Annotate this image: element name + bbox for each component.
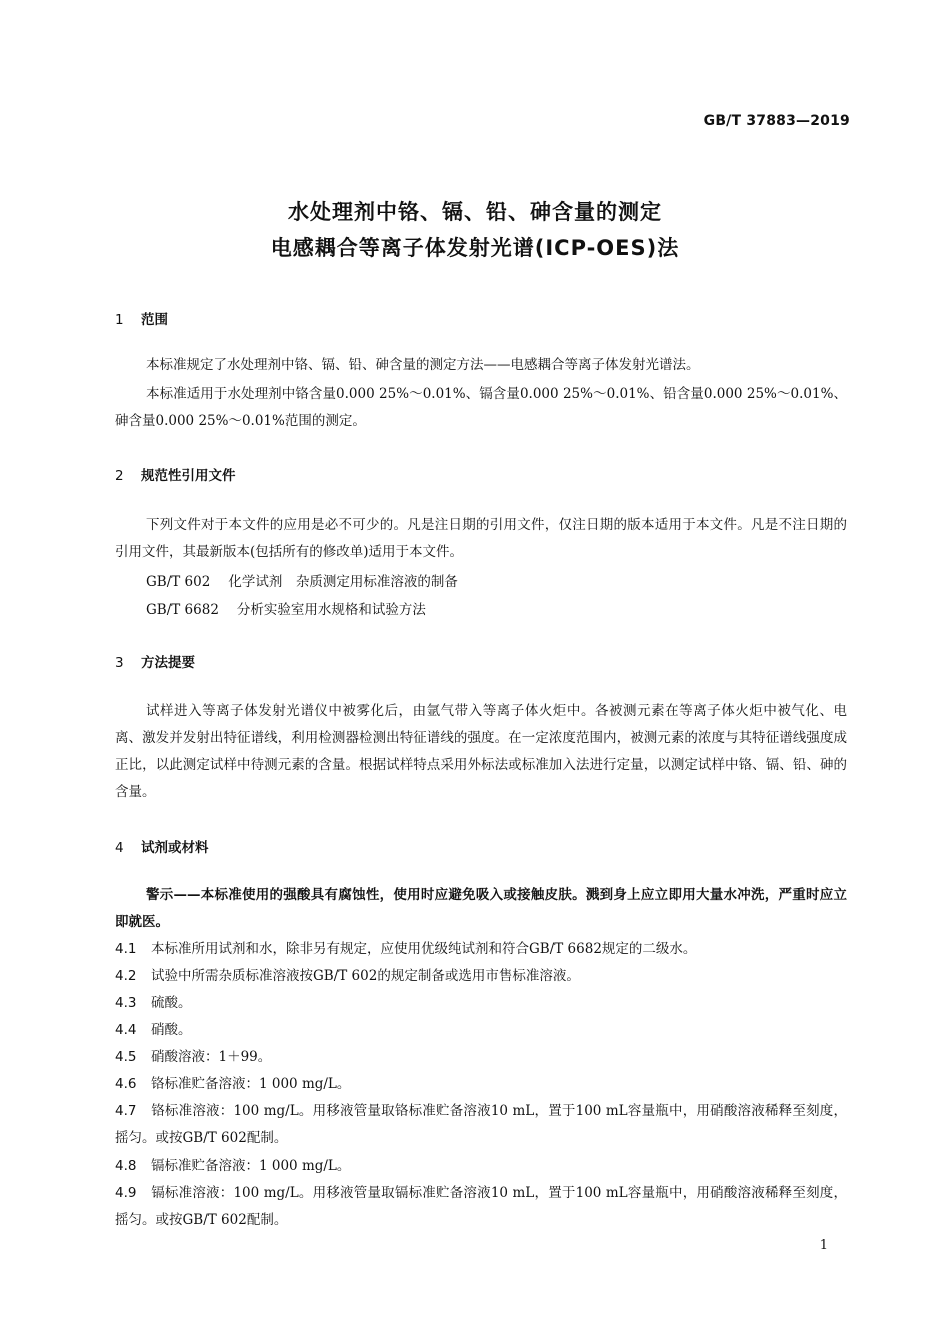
- standard-code: GB/T 37883—2019: [703, 113, 850, 129]
- reference-code: GB/T 602: [146, 574, 211, 590]
- reference-title: 分析实验室用水规格和试验方法: [236, 602, 426, 618]
- item-text: 铬标准溶液：100 mg/L。用移液管量取铬标准贮备溶液10 mL，置于100 mL容量瓶中，用硝酸溶液稀释至刻度，摇匀。或按GB/T 602配制。: [115, 1103, 847, 1146]
- item-number: 4.5: [115, 1049, 137, 1065]
- section-1-paragraph-2: 本标准适用于水处理剂中铬含量0.000 25%～0.01%、镉含量0.000 25%～0.01%、铅含量0.000 25%～0.01%、砷含量0.000 25%～0.01%范围的测定。: [115, 386, 847, 429]
- item-text: 本标准所用试剂和水，除非另有规定，应使用优级纯试剂和符合GB/T 6682规定的二级水。: [151, 941, 697, 957]
- section-1-paragraph-1: 本标准规定了水处理剂中铬、镉、铅、砷含量的测定方法——电感耦合等离子体发射光谱法。: [146, 357, 700, 373]
- list-item: [115, 1153, 847, 1180]
- list-item: [115, 1098, 847, 1152]
- section-title: 试剂或材料: [141, 840, 209, 856]
- item-text: 镉标准贮备溶液：1 000 mg/L。: [151, 1158, 351, 1174]
- section-number: 4: [115, 840, 124, 856]
- item-number: 4.2: [115, 968, 137, 984]
- section-2-heading: [115, 464, 236, 484]
- list-item: [115, 1071, 847, 1098]
- list-item: [115, 1044, 847, 1071]
- section-number: 2: [115, 468, 124, 484]
- item-number: 4.4: [115, 1022, 137, 1038]
- item-number: 4.3: [115, 995, 137, 1011]
- item-number: 4.7: [115, 1103, 137, 1119]
- section-3-paragraph-1: 试样进入等离子体发射光谱仪中被雾化后，由氩气带入等离子体火炬中。各被测元素在等离子体火炬中被气化、电离、激发并发射出特征谱线，利用检测器检测出特征谱线的强度。在一定浓度范围内，被测元素的浓度与其特征谱线强度成正比，以此测定试样中待测元素的含量。根据试样特点采用外标法或标准加入法进行定量，以测定试样中铬、镉、铅、砷的含量。: [115, 703, 847, 800]
- list-item: [115, 1017, 847, 1044]
- list-item: [115, 990, 847, 1017]
- item-number: 4.8: [115, 1158, 137, 1174]
- item-text: 硫酸。: [151, 995, 192, 1011]
- list-item: [115, 936, 847, 963]
- page-number: 1: [819, 1238, 828, 1253]
- item-number: 4.9: [115, 1185, 137, 1201]
- document-title-line-2: 电感耦合等离子体发射光谱(ICP-OES)法: [270, 236, 680, 260]
- section-title: 规范性引用文件: [141, 468, 236, 484]
- section-number: 1: [115, 312, 124, 328]
- item-text: 铬标准贮备溶液：1 000 mg/L。: [151, 1076, 351, 1092]
- section-3-heading: [115, 651, 195, 671]
- document-title-line-1: 水处理剂中铬、镉、铅、砷含量的测定: [288, 200, 662, 224]
- item-number: 4.6: [115, 1076, 137, 1092]
- normative-reference: [146, 570, 458, 590]
- item-text: 试验中所需杂质标准溶液按GB/T 602的规定制备或选用市售标准溶液。: [151, 968, 580, 984]
- reference-title: 化学试剂 杂质测定用标准溶液的制备: [228, 574, 458, 590]
- section-title: 范围: [141, 312, 168, 328]
- list-item: [115, 963, 847, 990]
- safety-warning: 警示——本标准使用的强酸具有腐蚀性，使用时应避免吸入或接触皮肤。溅到身上应立即用大量水冲洗，严重时应立即就医。: [115, 887, 847, 930]
- item-number: 4.1: [115, 941, 137, 957]
- section-4-heading: [115, 836, 209, 856]
- item-text: 硝酸溶液：1＋99。: [151, 1049, 272, 1065]
- reference-code: GB/T 6682: [146, 602, 219, 618]
- section-2-paragraph-1: 下列文件对于本文件的应用是必不可少的。凡是注日期的引用文件，仅注日期的版本适用于本文件。凡是不注日期的引用文件，其最新版本(包括所有的修改单)适用于本文件。: [115, 517, 847, 560]
- item-text: 硝酸。: [151, 1022, 192, 1038]
- list-item: [115, 1180, 847, 1234]
- normative-reference: [146, 598, 426, 618]
- item-text: 镉标准溶液：100 mg/L。用移液管量取镉标准贮备溶液10 mL，置于100 mL容量瓶中，用硝酸溶液稀释至刻度，摇匀。或按GB/T 602配制。: [115, 1185, 847, 1228]
- section-number: 3: [115, 655, 124, 671]
- section-title: 方法提要: [141, 655, 195, 671]
- section-1-heading: [115, 308, 168, 328]
